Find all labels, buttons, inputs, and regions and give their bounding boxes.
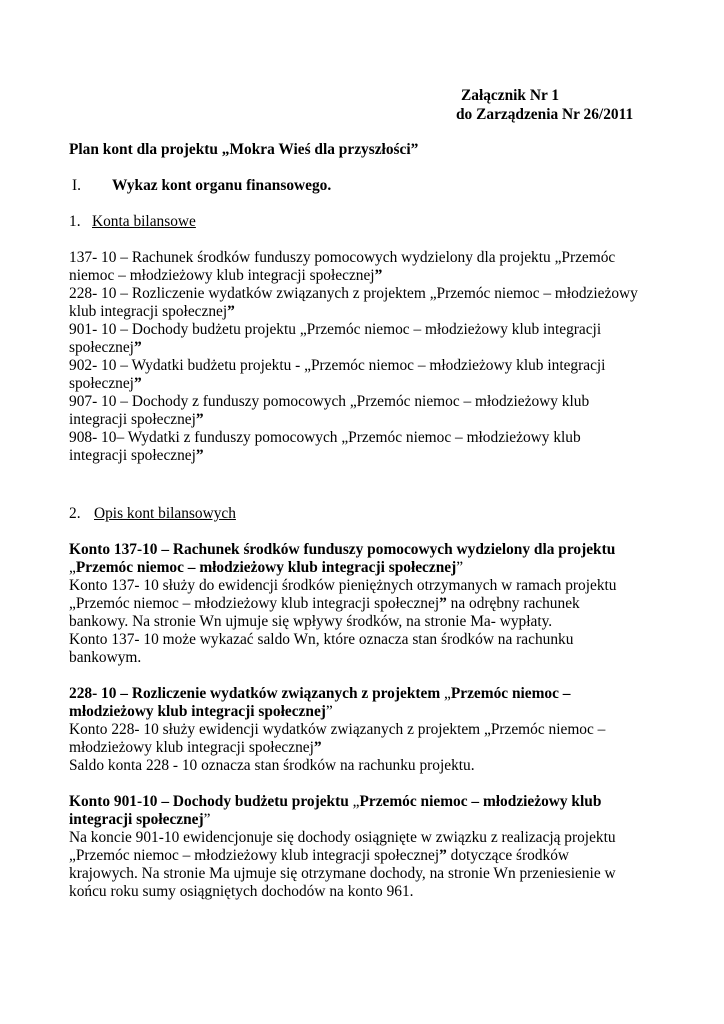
- subsection-1-title: Konta bilansowe: [92, 213, 196, 230]
- section-number: I.: [72, 177, 81, 194]
- list-item: 228- 10 – Rozliczenie wydatków związanych z projektem „Przemóc niemoc – młodzieżowy: [69, 285, 638, 302]
- account-228-heading: 228- 10 – Rozliczenie wydatków związanych z projektem „Przemóc niemoc –: [69, 685, 571, 702]
- account-901-description: [69, 793, 669, 901]
- paragraph-line: krajowych. Na stronie Ma ujmuje się otrzymane dochody, na stronie Wn przeniesienie w: [69, 865, 616, 882]
- attachment-number: Załącznik Nr 1: [461, 87, 560, 104]
- paragraph-line: Konto 228- 10 służy ewidencji wydatków związanych z projektem „Przemóc niemoc –: [69, 721, 606, 738]
- paragraph-line: Konto 137- 10 służy do ewidencji środków pieniężnych otrzymanych w ramach projektu: [69, 577, 617, 594]
- list-item-cont: niemoc – młodzieżowy klub integracji społecznej”: [69, 267, 383, 284]
- page-title: Plan kont dla projektu „Mokra Wieś dla przyszłości”: [69, 141, 419, 158]
- paragraph-line: Saldo konta 228 - 10 oznacza stan środków na rachunku projektu.: [69, 757, 475, 774]
- paragraph-line: Konto 137- 10 może wykazać saldo Wn, które oznacza stan środków na rachunku: [69, 631, 574, 648]
- account-228-heading-cont: młodzieżowy klub integracji społecznej”: [69, 703, 333, 720]
- list-item-cont: społecznej”: [69, 375, 142, 392]
- list-item: 907- 10 – Dochody z funduszy pomocowych „Przemóc niemoc – młodzieżowy klub: [69, 393, 590, 410]
- list-item: 901- 10 – Dochody budżetu projektu „Przemóc niemoc – młodzieżowy klub integracji: [69, 321, 602, 338]
- paragraph-line: bankowym.: [69, 649, 142, 666]
- paragraph-line: końcu roku sumy osiągniętych dochodów na konto 961.: [69, 883, 414, 900]
- account-137-heading: Konto 137-10 – Rachunek środków funduszy pomocowych wydzielony dla projektu: [69, 541, 616, 558]
- list-item: 908- 10– Wydatki z funduszy pomocowych „Przemóc niemoc – młodzieżowy klub: [69, 429, 581, 446]
- account-137-description: [69, 541, 669, 667]
- accounts-list: [69, 249, 669, 465]
- ordinance-number: do Zarządzenia Nr 26/2011: [456, 106, 634, 123]
- list-item-cont: integracji społecznej”: [69, 447, 204, 464]
- paragraph-line: bankowy. Na stronie Wn ujmuje się wpływy środków, na stronie Ma- wypłaty.: [69, 613, 553, 630]
- paragraph-line: „Przemóc niemoc – młodzieżowy klub integracji społecznej” na odrębny rachunek: [69, 595, 580, 612]
- account-137-heading-cont: „Przemóc niemoc – młodzieżowy klub integracji społecznej”: [69, 559, 464, 576]
- paragraph-line: młodzieżowy klub integracji społecznej”: [69, 739, 322, 756]
- subsection-1-number: 1.: [69, 213, 81, 230]
- list-item-cont: integracji społecznej”: [69, 411, 204, 428]
- subsection-2-title: Opis kont bilansowych: [94, 505, 236, 522]
- paragraph-line: Na koncie 901-10 ewidencjonuje się dochody osiągnięte w związku z realizacją projektu: [69, 829, 616, 846]
- paragraph-line: „Przemóc niemoc – młodzieżowy klub integracji społecznej” dotyczące środków: [69, 847, 570, 864]
- list-item-cont: klub integracji społecznej”: [69, 303, 235, 320]
- account-228-description: [69, 685, 669, 775]
- list-item: 137- 10 – Rachunek środków funduszy pomocowych wydzielony dla projektu „Przemóc: [69, 249, 616, 266]
- section-title: Wykaz kont organu finansowego.: [112, 177, 332, 194]
- list-item-cont: społecznej”: [69, 339, 142, 356]
- account-901-heading: Konto 901-10 – Dochody budżetu projektu „Przemóc niemoc – młodzieżowy klub: [69, 793, 602, 810]
- subsection-2-number: 2.: [69, 505, 81, 522]
- account-901-heading-cont: integracji społecznej”: [69, 811, 211, 828]
- list-item: 902- 10 – Wydatki budżetu projektu - „Przemóc niemoc – młodzieżowy klub integracji: [69, 357, 606, 374]
